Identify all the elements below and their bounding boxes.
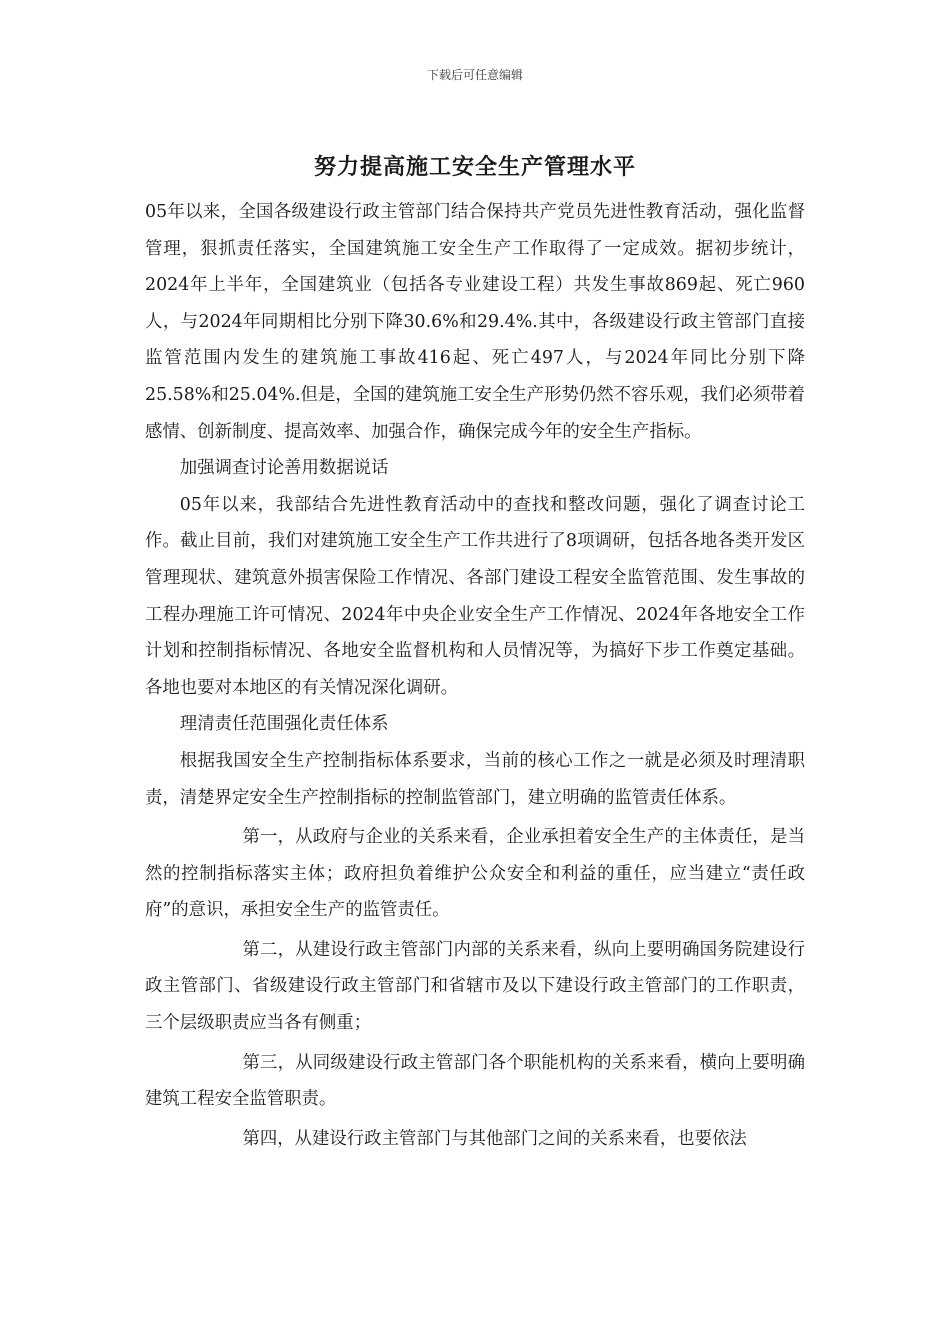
- header-note: 下载后可任意编辑: [426, 68, 523, 82]
- paragraph-research: 05年以来，我部结合先进性教育活动中的查找和整改问题，强化了调查讨论工作。截止目前，我们对建筑施工安全生产工作共进行了8项调研，包括各地各类开发区管理现状、建筑意外损害保险工作情况、各部门建设工程安全监管范围、发生事故的工程办理施工许可情况、2024年中央企业安全生产工作情况、2024年各地安全工作计划和控制指标情况、各地安全监督机构和人员情况等，为搞好下步工作奠定基础。各地也要对本地区的有关情况深化调研。: [145, 494, 805, 698]
- paragraph-point-3: 第三，从同级建设行政主管部门各个职能机构的关系来看，横向上要明确建筑工程安全监管职责。: [145, 1052, 805, 1110]
- document-body: [145, 194, 805, 1157]
- paragraph-point-2: 第二，从建设行政主管部门内部的关系来看，纵向上要明确国务院建设行政主管部门、省级建设行政主管部门和省辖市及以下建设行政主管部门的工作职责，三个层级职责应当各有侧重；: [145, 939, 805, 1034]
- section-heading-research: 加强调查讨论善用数据说话: [179, 458, 389, 479]
- paragraph-point-4: 第四，从建设行政主管部门与其他部门之间的关系来看，也要依法: [242, 1128, 747, 1149]
- section-heading-responsibility: 理清责任范围强化责任体系: [179, 714, 389, 735]
- paragraph-intro: 05年以来，全国各级建设行政主管部门结合保持共产党员先进性教育活动，强化监督管理，狠抓责任落实，全国建筑施工安全生产工作取得了一定成效。据初步统计，2024年上半年，全国建筑业（包括各专业建设工程）共发生事故869起、死亡960人，与2024年同期相比分别下降30.6%和29.4%.其中，各级建设行政主管部门直接监管范围内发生的建筑施工事故416起、死亡497人，与2024年同比分别下降25.58%和25.04%.但是，全国的建筑施工安全生产形势仍然不容乐观，我们必须带着感情、创新制度、提高效率、加强合作，确保完成今年的安全生产指标。: [145, 202, 805, 442]
- paragraph-responsibility: 根据我国安全生产控制指标体系要求，当前的核心工作之一就是必须及时理清职责，清楚界定安全生产控制指标的控制监管部门，建立明确的监管责任体系。: [145, 750, 805, 808]
- paragraph-point-1: 第一，从政府与企业的关系来看，企业承担着安全生产的主体责任，是当然的控制指标落实主体；政府担负着维护公众安全和利益的重任，应当建立“责任政府”的意识，承担安全生产的监管责任。: [145, 827, 805, 921]
- document-title: 努力提高施工安全生产管理水平: [313, 154, 636, 180]
